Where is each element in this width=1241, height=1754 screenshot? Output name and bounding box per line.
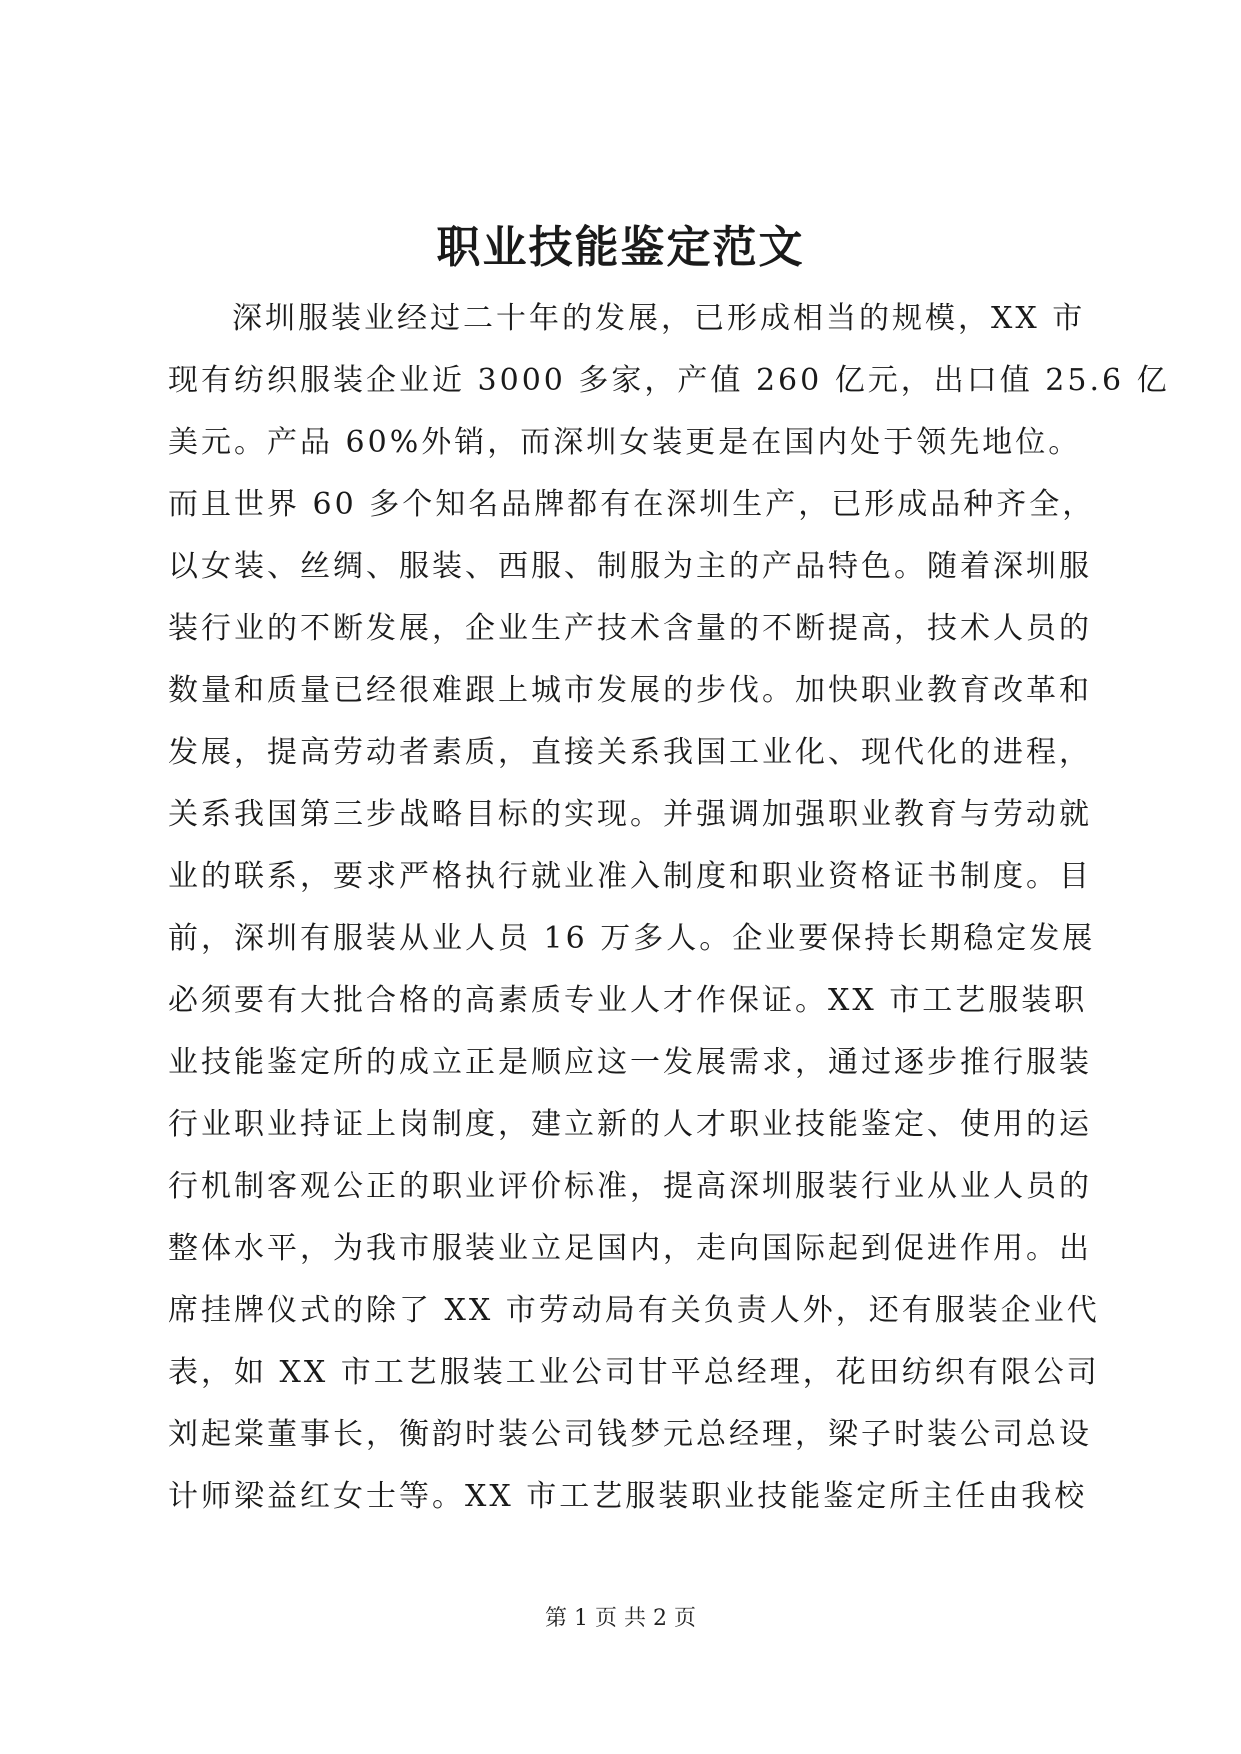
body-line: 美元。产品 60%外销，而深圳女装更是在国内处于领先地位。 [168,425,1082,460]
body-line: 业技能鉴定所的成立正是顺应这一发展需求，通过逐步推行服装 [168,1045,1092,1080]
body-line: 深圳服装业经过二十年的发展，已形成相当的规模，XX 市 [232,301,1086,336]
document-body [168,288,1170,1528]
body-line: 前，深圳有服装从业人员 16 万多人。企业要保持长期稳定发展 [168,921,1096,956]
body-line: 刘起棠董事长，衡韵时装公司钱梦元总经理，梁子时装公司总设 [168,1417,1092,1452]
body-line: 装行业的不断发展，企业生产技术含量的不断提高，技术人员的 [168,611,1092,646]
body-line: 而且世界 60 多个知名品牌都有在深圳生产，已形成品种齐全， [168,487,1096,522]
body-line: 行业职业持证上岗制度，建立新的人才职业技能鉴定、使用的运 [168,1107,1092,1142]
body-line: 数量和质量已经很难跟上城市发展的步伐。加快职业教育改革和 [168,673,1092,708]
body-line: 以女装、丝绸、服装、西服、制服为主的产品特色。随着深圳服 [168,549,1092,584]
document-title: 职业技能鉴定范文 [436,222,805,273]
body-line: 席挂牌仪式的除了 XX 市劳动局有关负责人外，还有服装企业代 [168,1293,1100,1328]
body-line: 现有纺织服装企业近 3000 多家，产值 260 亿元，出口值 25.6 亿 [168,363,1170,398]
body-line: 必须要有大批合格的高素质专业人才作保证。XX 市工艺服装职 [168,983,1088,1018]
body-line: 整体水平，为我市服装业立足国内，走向国际起到促进作用。出 [168,1231,1092,1266]
body-line: 行机制客观公正的职业评价标准，提高深圳服装行业从业人员的 [168,1169,1092,1204]
body-line: 计师梁益红女士等。XX 市工艺服装职业技能鉴定所主任由我校 [168,1479,1088,1514]
body-line: 表，如 XX 市工艺服装工业公司甘平总经理，花田纺织有限公司 [168,1355,1100,1390]
body-line: 关系我国第三步战略目标的实现。并强调加强职业教育与劳动就 [168,797,1092,832]
body-line: 发展，提高劳动者素质，直接关系我国工业化、现代化的进程， [168,735,1092,770]
page-number-footer: 第 1 页 共 2 页 [545,1606,696,1631]
body-line: 业的联系，要求严格执行就业准入制度和职业资格证书制度。目 [168,859,1092,894]
